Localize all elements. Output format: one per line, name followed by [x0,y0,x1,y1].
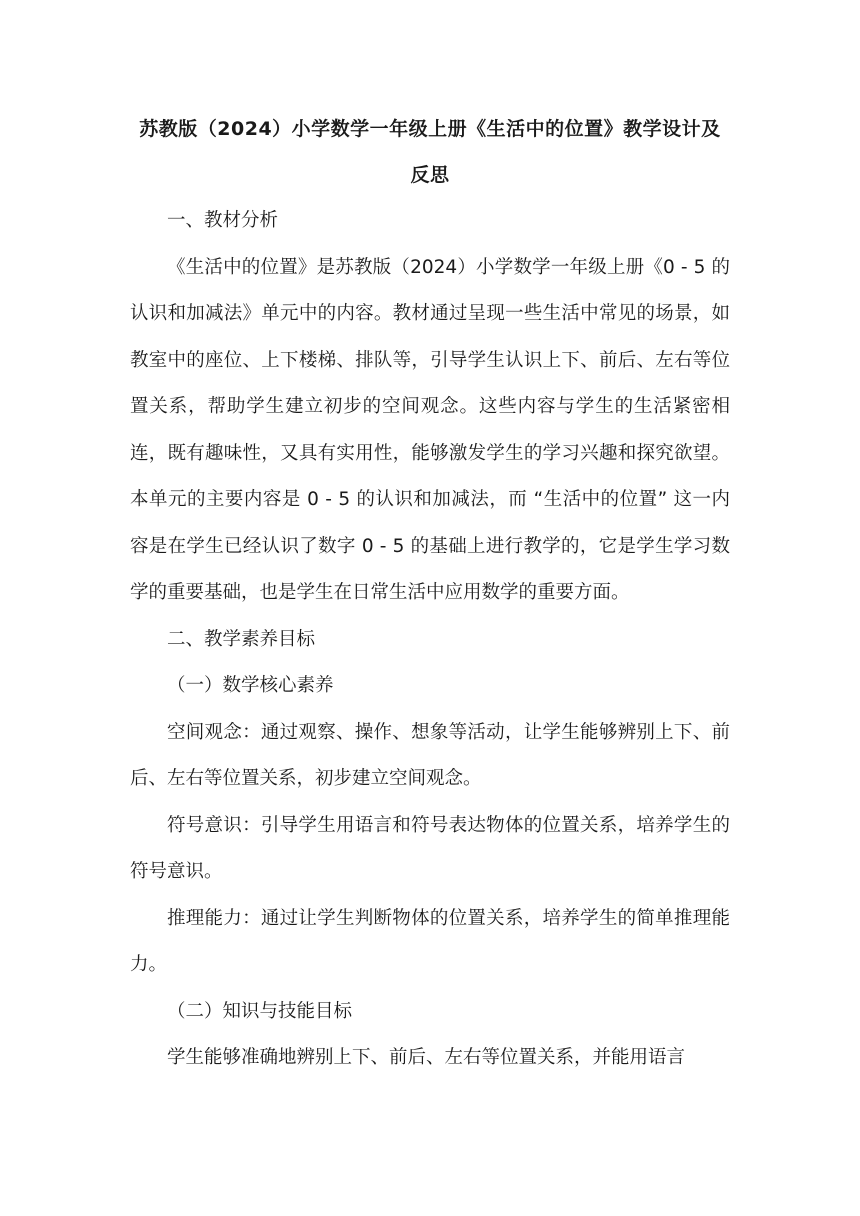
paragraph-spatial-concept: 空间观念：通过观察、操作、想象等活动，让学生能够辨别上下、前后、左右等位置关系，初步建立空间观念。 [130,721,730,789]
subsection-heading-core-literacy: （一）数学核心素养 [167,675,334,696]
document-title: 苏教版（2024）小学数学一年级上册《生活中的位置》教学设计及反思 [139,118,721,186]
section-heading-teaching-goals: 二、教学素养目标 [167,628,316,650]
subsection-heading-knowledge-skills: （二）知识与技能目标 [167,1000,353,1022]
paragraph-textbook-analysis: 《生活中的位置》是苏教版（2024）小学数学一年级上册《0 - 5 的认识和加减法》单元中的内容。教材通过呈现一些生活中常见的场景，如教室中的座位、上下楼梯、排队等，引导学生认识上下、前后、左右等位置关系，帮助学生建立初步的空间观念。这些内容与学生的生活紧密相连，既有趣味性，又具有实用性，能够激发学生的学习兴趣和探究欲望。本单元的主要内容是 0 - 5 的认识和加减法，而 “生活中的位置” 这一内容是在学生已经认识了数字 0 - 5 的基础上进行教学的，它是学生学习数学的重要基础，也是学生在日常生活中应用数学的重要方面。 [130,256,730,603]
section-heading-textbook-analysis: 一、教材分析 [167,210,279,231]
paragraph-reasoning-ability: 推理能力：通过让学生判断物体的位置关系，培养学生的简单推理能力。 [130,907,730,975]
paragraph-symbol-sense: 符号意识：引导学生用语言和符号表达物体的位置关系，培养学生的符号意识。 [130,814,730,882]
paragraph-knowledge-skills: 学生能够准确地辨别上下、前后、左右等位置关系，并能用语言 [167,1047,686,1068]
document-content [130,106,730,1082]
